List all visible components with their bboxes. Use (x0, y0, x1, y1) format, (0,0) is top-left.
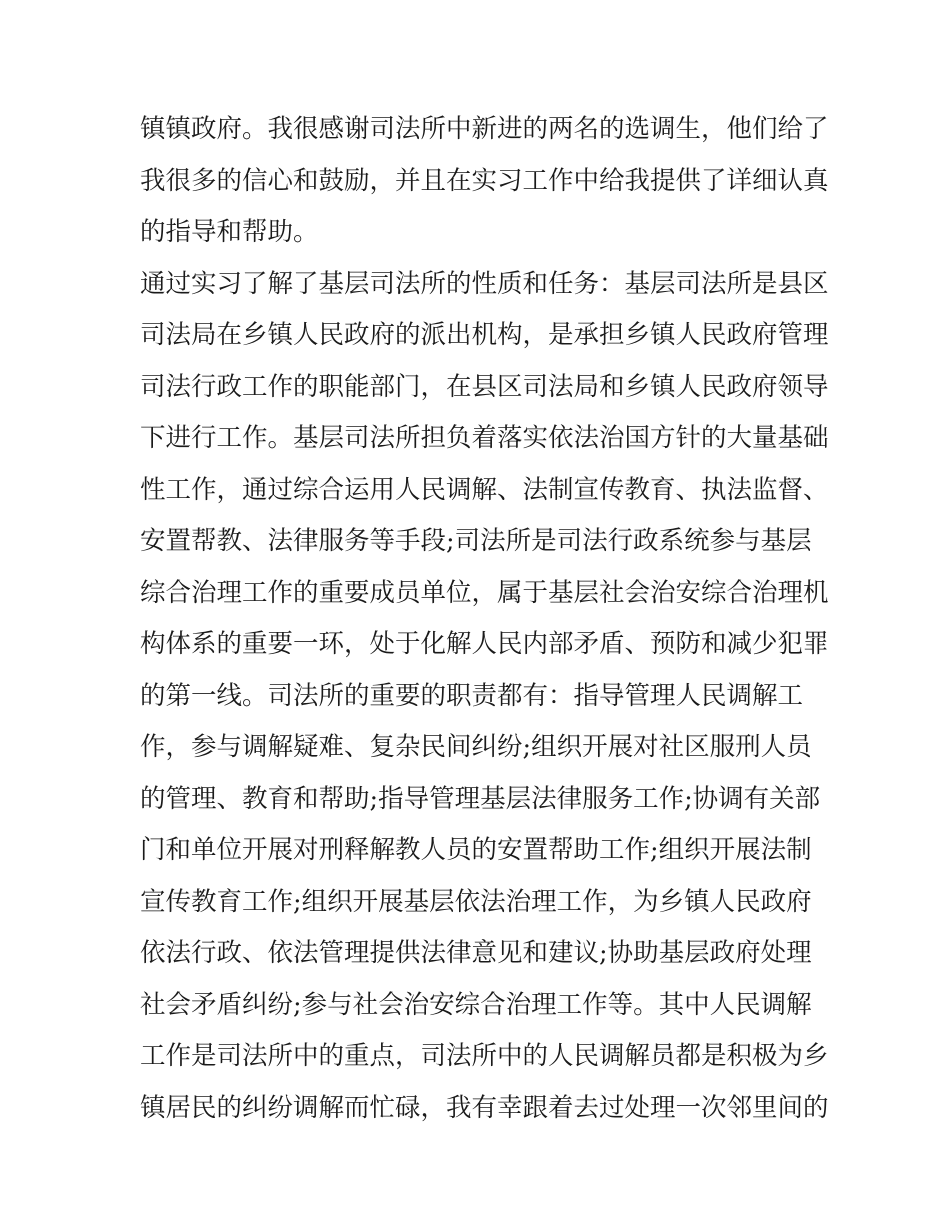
text-line: 镇镇政府。我很感谢司法所中新进的两名的选调生，他们给了 (140, 114, 829, 144)
text-line: 工作是司法所中的重点，司法所中的人民调解员都是积极为乡 (140, 1041, 829, 1071)
text-line: 的第一线。司法所的重要的职责都有：指导管理人民调解工 (140, 680, 804, 711)
text-line: 我很多的信心和鼓励，并且在实习工作中给我提供了详细认真 (140, 165, 829, 196)
text-line: 作，参与调解疑难、复杂民间纠纷;组织开展对社区服刑人员 (140, 732, 812, 762)
text-line: 司法局在乡镇人民政府的派出机构，是承担乡镇人民政府管理 (140, 320, 829, 350)
text-line: 社会矛盾纠纷;参与社会治安综合治理工作等。其中人民调解 (140, 989, 812, 1020)
text-line: 性工作，通过综合运用人民调解、法制宣传教育、执法监督、 (140, 474, 829, 505)
text-line: 门和单位开展对刑释解教人员的安置帮助工作;组织开展法制 (140, 835, 812, 865)
text-line: 镇居民的纠纷调解而忙碌，我有幸跟着去过处理一次邻里间的 (140, 1092, 829, 1123)
text-line: 的指导和帮助。 (140, 217, 319, 247)
text-line: 下进行工作。基层司法所担负着落实依法治国方针的大量基础 (140, 423, 829, 453)
text-line: 通过实习了解了基层司法所的性质和任务：基层司法所是县区 (140, 268, 829, 299)
document-body (140, 104, 829, 1134)
text-line: 安置帮教、法律服务等手段;司法所是司法行政系统参与基层 (140, 526, 812, 556)
text-line: 构体系的重要一环，处于化解人民内部矛盾、预防和减少犯罪 (140, 629, 829, 659)
text-line: 的管理、教育和帮助;指导管理基层法律服务工作;协调有关部 (140, 783, 821, 814)
text-line: 司法行政工作的职能部门，在县区司法局和乡镇人民政府领导 (140, 371, 829, 402)
text-line: 依法行政、依法管理提供法律意见和建议;协助基层政府处理 (140, 938, 812, 968)
text-line: 宣传教育工作;组织开展基层依法治理工作，为乡镇人民政府 (140, 886, 812, 917)
text-line: 综合治理工作的重要成员单位，属于基层社会治安综合治理机 (140, 577, 829, 608)
